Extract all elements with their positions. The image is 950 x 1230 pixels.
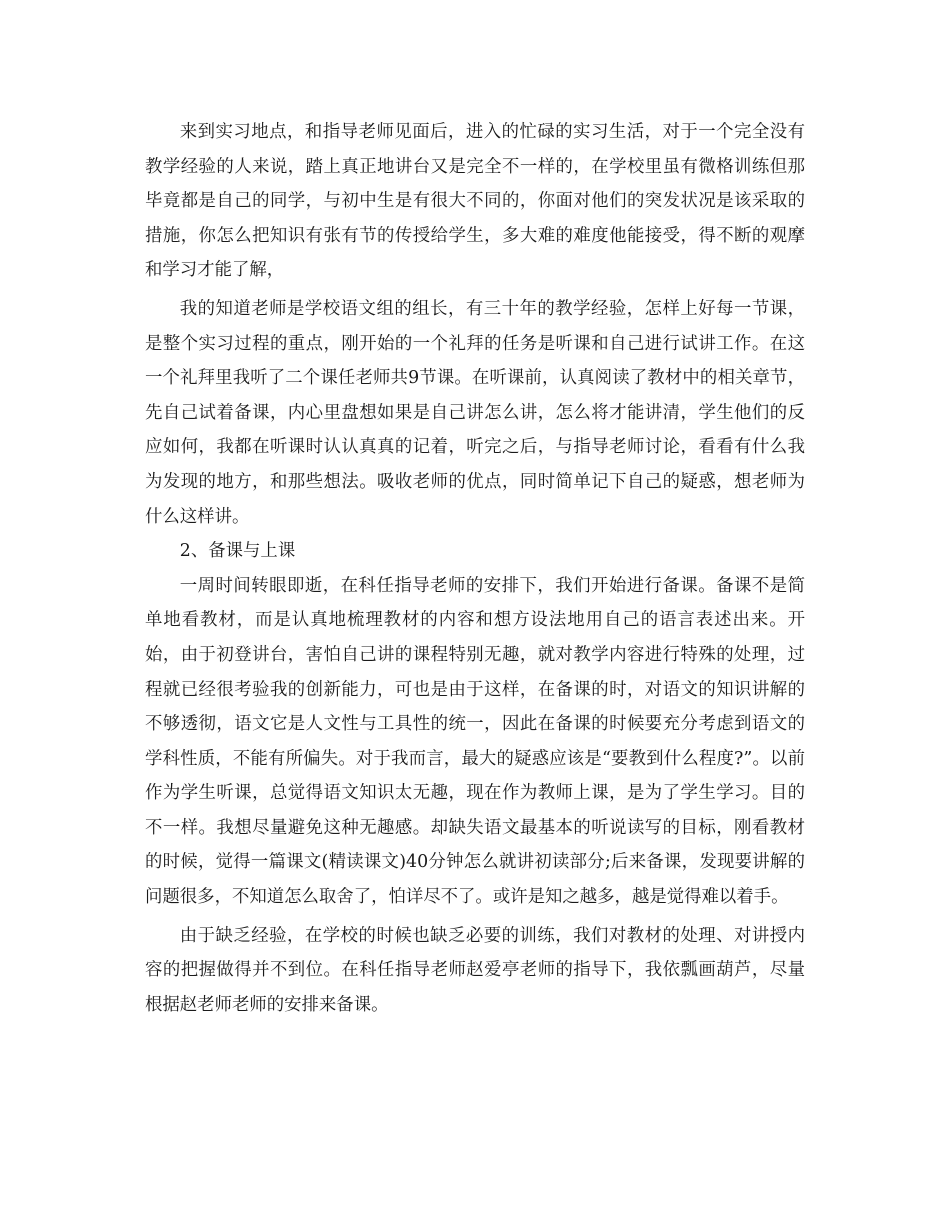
paragraph-lack-experience: 由于缺乏经验，在学校的时候也缺乏必要的训练，我们对教材的处理、对讲授内容的把握做得并不到位。在科任指导老师赵爱亭老师的指导下，我依瓢画葫芦，尽量根据赵老师老师的安排来备课。: [145, 925, 805, 1015]
section-heading-lesson-prep: 2、备课与上课: [179, 541, 296, 562]
paragraph-arrival: 来到实习地点，和指导老师见面后，进入的忙碌的实习生活，对于一个完全没有教学经验的人来说，踏上真正地讲台又是完全不一样的，在学校里虽有微格训练但那毕竟都是自己的同学，与初中生是有很大不同的，你面对他们的突发状况是该采取的措施，你怎么把知识有张有节的传授给学生，多大难的难度他能接受，得不断的观摩和学习才能了解，: [145, 122, 805, 281]
paragraph-mentor: 我的知道老师是学校语文组的组长，有三十年的教学经验，怎样上好每一节课，是整个实习过程的重点，刚开始的一个礼拜的任务是听课和自己进行试讲工作。在这一个礼拜里我听了二个课任老师共9节课。在听课前，认真阅读了教材中的相关章节，先自己试着备课，内心里盘想如果是自己讲怎么讲，怎么将才能讲清，学生他们的反应如何，我都在听课时认认真真的记着，听完之后，与指导老师讨论，看看有什么我为发现的地方，和那些想法。吸收老师的优点，同时简单记下自己的疑惑，想老师为什么这样讲。: [145, 298, 805, 527]
paragraph-lesson-prep: 一周时间转眼即逝，在科任指导老师的安排下，我们开始进行备课。备课不是简单地看教材，而是认真地梳理教材的内容和想方设法地用自己的语言表述出来。开始，由于初登讲台，害怕自己讲的课程特别无趣，就对教学内容进行特殊的处理，过程就已经很考验我的创新能力，可也是由于这样，在备课的时，对语文的知识讲解的不够透彻，语文它是人文性与工具性的统一，因此在备课的时候要充分考虑到语文的学科性质，不能有所偏失。对于我而言，最大的疑惑应该是“要教到什么程度?”。以前作为学生听课，总觉得语文知识太无趣，现在作为教师上课，是为了学生学习。目的不一样。我想尽量避免这种无趣感。却缺失语文最基本的听说读写的目标，刚看教材的时候，觉得一篇课文(精读课文)40分钟怎么就讲初读部分;后来备课，发现要讲解的问题很多，不知道怎么取舍了，怕详尽不了。或许是知之越多，越是觉得难以着手。: [145, 575, 805, 908]
document-page: [145, 115, 805, 1022]
